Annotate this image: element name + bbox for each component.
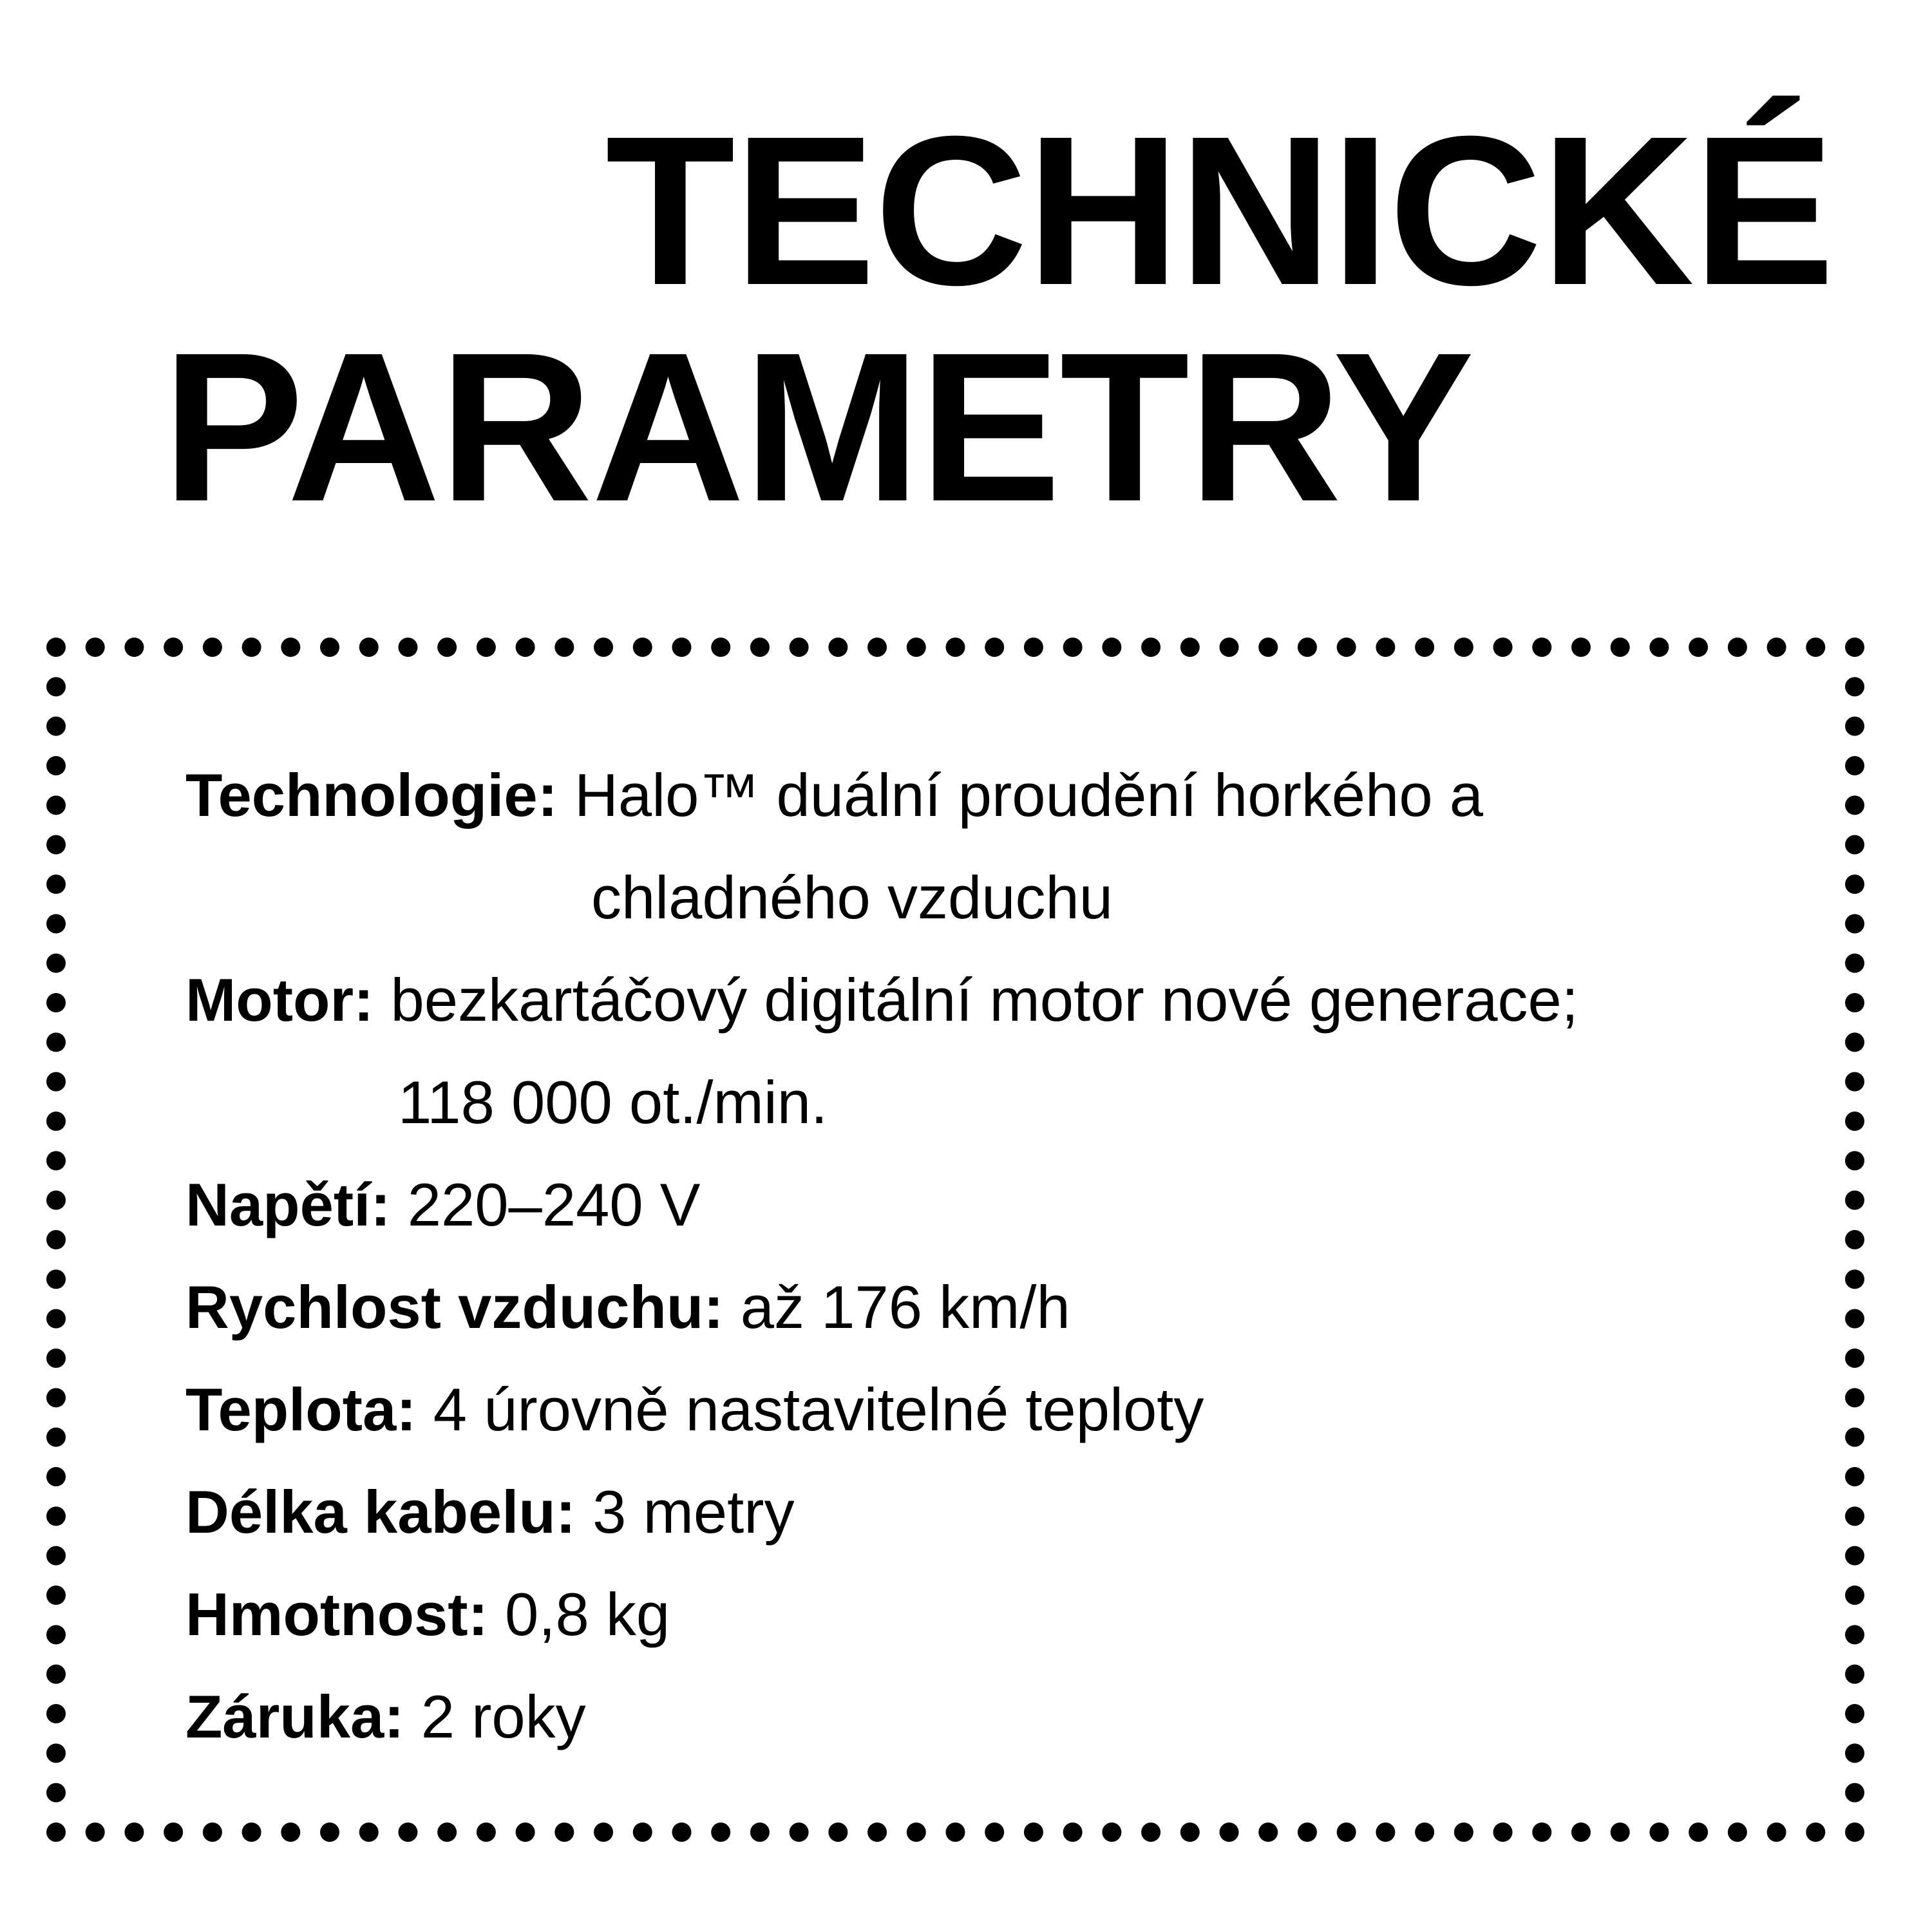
frame-dot <box>1845 1112 1864 1131</box>
page-title-line-2: PARAMETRY <box>162 308 1473 545</box>
frame-dot <box>1298 638 1317 657</box>
param-value: 3 metry <box>592 1478 795 1546</box>
frame-dot <box>124 1823 144 1842</box>
frame-dot <box>1845 1428 1864 1447</box>
frame-dot <box>1571 1823 1591 1842</box>
frame-dot <box>46 1665 66 1684</box>
frame-dot <box>1298 1823 1317 1842</box>
param-value: 220–240 V <box>407 1171 701 1238</box>
frame-dot <box>1845 677 1864 696</box>
frame-dot <box>1102 1823 1121 1842</box>
frame-dot <box>1845 954 1864 973</box>
frame-dot <box>1649 638 1669 657</box>
frame-dot <box>1728 1823 1747 1842</box>
frame-dot <box>1767 638 1786 657</box>
frame-dot <box>1845 1546 1864 1566</box>
frame-dot <box>1845 993 1864 1012</box>
frame-dot <box>1649 1823 1669 1842</box>
frame-dot <box>516 638 535 657</box>
frame-dot <box>46 638 66 657</box>
frame-dot <box>1845 1625 1864 1644</box>
frame-dot <box>1415 1823 1434 1842</box>
frame-dot <box>46 1743 66 1763</box>
frame-dot <box>46 1230 66 1249</box>
frame-dot <box>1806 638 1825 657</box>
frame-dot <box>1845 1230 1864 1249</box>
frame-dot <box>867 1823 887 1842</box>
frame-dot <box>46 875 66 894</box>
frame-dot <box>1845 756 1864 775</box>
frame-dot <box>46 1467 66 1486</box>
frame-dot <box>790 1823 809 1842</box>
frame-dot <box>1845 1467 1864 1486</box>
frame-dot <box>594 1823 613 1842</box>
param-row-temperature <box>185 1358 1808 1461</box>
frame-dot <box>867 638 887 657</box>
frame-dot <box>1376 638 1395 657</box>
frame-dot <box>1337 638 1356 657</box>
frame-dot <box>46 1428 66 1447</box>
frame-dot <box>242 1823 261 1842</box>
frame-dot <box>46 1072 66 1092</box>
param-label: Napětí: <box>185 1171 391 1238</box>
frame-dot <box>1845 717 1864 736</box>
param-row-air-speed <box>185 1256 1808 1358</box>
frame-dot <box>1258 1823 1278 1842</box>
frame-dot <box>203 638 222 657</box>
frame-dot <box>750 638 770 657</box>
frame-dot <box>320 1823 339 1842</box>
frame-dot <box>1024 638 1043 657</box>
frame-dot <box>1493 1823 1513 1842</box>
frame-dot <box>946 1823 965 1842</box>
param-label: Teplota: <box>185 1376 417 1443</box>
frame-dot <box>46 835 66 855</box>
frame-dot <box>1454 638 1473 657</box>
frame-dot <box>1845 875 1864 894</box>
frame-dot <box>437 638 457 657</box>
param-row-technology <box>185 744 1808 949</box>
frame-dot <box>1571 638 1591 657</box>
frame-dot <box>1454 1823 1473 1842</box>
frame-dot <box>828 1823 848 1842</box>
param-value: bezkartáčový digitální motor nové generace; <box>390 966 1578 1034</box>
frame-dot <box>1220 1823 1239 1842</box>
frame-dot <box>750 1823 770 1842</box>
frame-dot <box>1845 1823 1864 1842</box>
frame-dot <box>1845 1704 1864 1723</box>
frame-dot <box>1845 1032 1864 1052</box>
frame-dot <box>1532 638 1551 657</box>
frame-dot <box>46 717 66 736</box>
frame-dot <box>594 638 613 657</box>
frame-dot <box>359 638 379 657</box>
frame-dot <box>1845 1665 1864 1684</box>
frame-dot <box>320 638 339 657</box>
frame-dot <box>86 1823 105 1842</box>
frame-dot <box>1141 1823 1160 1842</box>
frame-dot <box>1845 914 1864 933</box>
frame-dot <box>672 1823 691 1842</box>
frame-dot <box>1845 1388 1864 1407</box>
frame-dot <box>516 1823 535 1842</box>
frame-dot <box>242 638 261 657</box>
param-row-cable-length <box>185 1461 1808 1563</box>
frame-dot <box>46 914 66 933</box>
frame-dot <box>1415 638 1434 657</box>
frame-dot <box>672 638 691 657</box>
param-value: 0,8 kg <box>505 1580 670 1648</box>
frame-dot <box>1689 1823 1708 1842</box>
frame-dot <box>398 638 417 657</box>
frame-dot <box>1806 1823 1825 1842</box>
frame-dot <box>1611 638 1630 657</box>
frame-dot <box>437 1823 457 1842</box>
frame-dot <box>1180 1823 1200 1842</box>
frame-dot <box>46 1112 66 1131</box>
frame-dot <box>46 1625 66 1644</box>
frame-dot <box>1845 1191 1864 1210</box>
frame-dot <box>711 1823 730 1842</box>
param-value-continuation: chladného vzduchu <box>591 864 1113 931</box>
param-row-voltage <box>185 1153 1808 1256</box>
frame-dot <box>398 1823 417 1842</box>
param-value-continuation: 118 000 ot./min. <box>398 1068 828 1136</box>
frame-dot <box>46 954 66 973</box>
frame-dot <box>46 1823 66 1842</box>
param-row-weight <box>185 1563 1808 1665</box>
frame-dot <box>46 1506 66 1526</box>
param-label: Motor: <box>185 966 374 1034</box>
frame-dot <box>1845 1072 1864 1092</box>
frame-dot <box>1102 638 1121 657</box>
param-label: Záruka: <box>185 1683 404 1750</box>
frame-dot <box>477 638 496 657</box>
frame-dot <box>46 756 66 775</box>
frame-dot <box>828 638 848 657</box>
frame-dot <box>164 1823 183 1842</box>
frame-dot <box>1767 1823 1786 1842</box>
frame-dot <box>46 1032 66 1052</box>
frame-dot <box>203 1823 222 1842</box>
frame-dot <box>711 638 730 657</box>
frame-dot <box>359 1823 379 1842</box>
frame-dot <box>554 1823 574 1842</box>
frame-dot <box>164 638 183 657</box>
frame-dot <box>46 795 66 815</box>
param-label: Délka kabelu: <box>185 1478 576 1546</box>
frame-dot <box>46 993 66 1012</box>
frame-dot <box>1141 638 1160 657</box>
param-value: 2 roky <box>421 1683 586 1750</box>
frame-dot <box>633 638 652 657</box>
param-value: 4 úrovně nastavitelné teploty <box>433 1376 1204 1443</box>
frame-dot <box>46 1191 66 1210</box>
param-value: Halo™ duální proudění horkého a <box>574 761 1484 829</box>
frame-dot <box>46 677 66 696</box>
frame-dot <box>907 1823 926 1842</box>
frame-dot <box>477 1823 496 1842</box>
frame-dot <box>1845 795 1864 815</box>
frame-dot <box>46 1349 66 1368</box>
frame-dot <box>46 1309 66 1329</box>
frame-dot <box>86 638 105 657</box>
frame-dot <box>1493 638 1513 657</box>
frame-dot <box>1845 1309 1864 1329</box>
frame-dot <box>1845 638 1864 657</box>
frame-dot <box>1845 1151 1864 1170</box>
frame-dot <box>1063 1823 1083 1842</box>
frame-dot <box>1845 1506 1864 1526</box>
frame-dot <box>46 1704 66 1723</box>
frame-dot <box>46 1783 66 1803</box>
frame-dot <box>1689 638 1708 657</box>
frame-dot <box>985 638 1004 657</box>
frame-dot <box>985 1823 1004 1842</box>
param-row-motor <box>185 949 1808 1153</box>
frame-dot <box>1220 638 1239 657</box>
frame-dot <box>1845 1269 1864 1289</box>
frame-dot <box>46 1586 66 1605</box>
frame-dot <box>46 1151 66 1170</box>
param-label: Technologie: <box>185 761 558 829</box>
frame-dot <box>1845 1783 1864 1803</box>
frame-dot <box>46 1388 66 1407</box>
frame-dot <box>1728 638 1747 657</box>
frame-dot <box>1845 1743 1864 1763</box>
frame-dot <box>554 638 574 657</box>
frame-dot <box>46 1546 66 1566</box>
frame-dot <box>1845 1586 1864 1605</box>
frame-dot <box>790 638 809 657</box>
frame-dot <box>946 638 965 657</box>
frame-dot <box>281 1823 300 1842</box>
parameter-list <box>185 744 1808 1768</box>
frame-dot <box>1611 1823 1630 1842</box>
frame-dot <box>1845 835 1864 855</box>
frame-dot <box>1376 1823 1395 1842</box>
frame-dot <box>1258 638 1278 657</box>
frame-dot <box>633 1823 652 1842</box>
frame-dot <box>1063 638 1083 657</box>
frame-dot <box>1024 1823 1043 1842</box>
frame-dot <box>1180 638 1200 657</box>
frame-dot <box>46 1269 66 1289</box>
frame-dot <box>281 638 300 657</box>
param-label: Rychlost vzduchu: <box>185 1273 724 1341</box>
frame-dot <box>1532 1823 1551 1842</box>
frame-dot <box>1337 1823 1356 1842</box>
page-title-line-1: TECHNICKÉ <box>605 91 1834 329</box>
param-value: až 176 km/h <box>740 1273 1070 1341</box>
param-label: Hmotnost: <box>185 1580 488 1648</box>
frame-dot <box>1845 1349 1864 1368</box>
frame-dot <box>907 638 926 657</box>
frame-dot <box>124 638 144 657</box>
param-row-warranty <box>185 1665 1808 1768</box>
